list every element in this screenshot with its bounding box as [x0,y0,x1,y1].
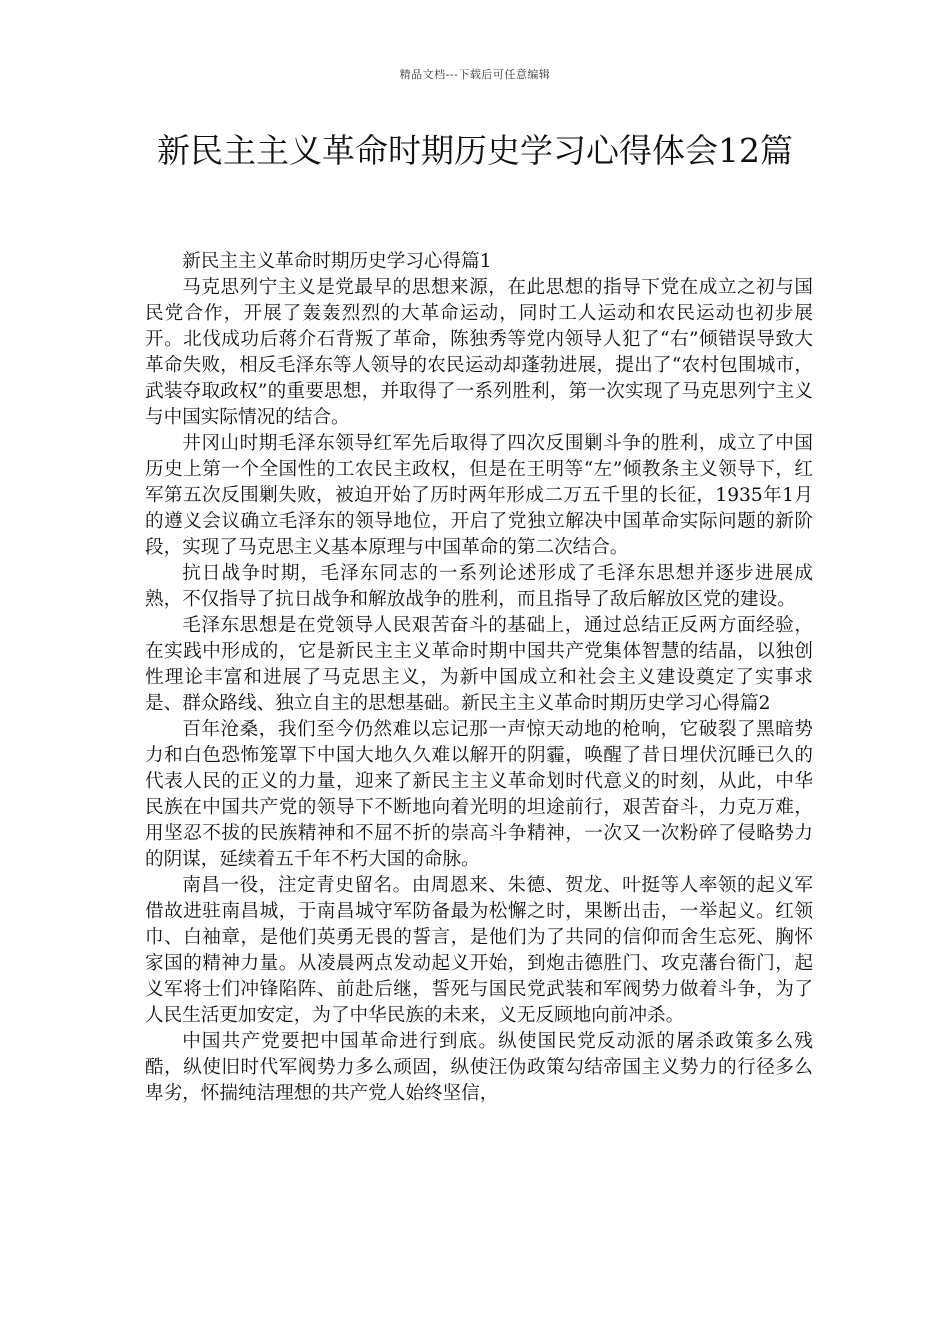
body-paragraph: 百年沧桑，我们至今仍然难以忘记那一声惊天动地的枪响，它破裂了黑暗势力和白色恐怖笼罩下中国大地久久难以解开的阴霾，唤醒了昔日埋伏沉睡已久的代表人民的正义的力量，迎来了新民主主义革命划时代意义的时刻，从此，中华民族在中国共产党的领导下不断地向着光明的坦途前行，艰苦奋斗，力克万难，用坚忍不拔的民族精神和不屈不折的崇高斗争精神，一次又一次粉碎了侵略势力的阴谋，延续着五千年不朽大国的命脉。 [145,719,813,870]
body-paragraph: 抗日战争时期，毛泽东同志的一系列论述形成了毛泽东思想并逐步进展成熟，不仅指导了抗日战争和解放战争的胜利，而且指导了敌后解放区党的建设。 [145,563,813,610]
document-body [145,249,813,1107]
body-paragraph: 中国共产党要把中国革命进行到底。纵使国民党反动派的屠杀政策多么残酷，纵使旧时代军阀势力多么顽固，纵使汪伪政策勾结帝国主义势力的行径多么卑劣，怀揣纯洁理想的共产党人始终坚信， [145,1031,813,1104]
section-heading-1: 新民主主义革命时期历史学习心得篇1 [182,251,492,272]
body-paragraph: 毛泽东思想是在党领导人民艰苦奋斗的基础上，通过总结正反两方面经验，在实践中形成的，它是新民主主义革命时期中国共产党集体智慧的结晶，以独创性理论丰富和进展了马克思主义，为新中国成立和社会主义建设奠定了实事求是、群众路线、独立自主的思想基础。新民主主义革命时期历史学习心得篇2 [145,615,813,714]
body-paragraph: 马克思列宁主义是党最早的思想来源，在此思想的指导下党在成立之初与国民党合作，开展了轰轰烈烈的大革命运动，同时工人运动和农民运动也初步展开。北伐成功后蒋介石背叛了革命，陈独秀等党内领导人犯了“右”倾错误导致大革命失败，相反毛泽东等人领导的农民运动却蓬勃进展，提出了“农村包围城市，武装夺取政权”的重要思想，并取得了一系列胜利，第一次实现了马克思列宁主义与中国实际情况的结合。 [145,277,813,428]
body-paragraph: 南昌一役，注定青史留名。由周恩来、朱德、贺龙、叶挺等人率领的起义军借故进驻南昌城，于南昌城守军防备最为松懈之时，果断出击，一举起义。红领巾、白袖章，是他们英勇无畏的誓言，是他们为了共同的信仰而舍生忘死、胸怀家国的精神力量。从凌晨两点发动起义开始，到炮击德胜门、攻克藩台衙门，起义军将士们冲锋陷阵、前赴后继，誓死与国民党武装和军阀势力做着斗争，为了人民生活更加安定，为了中华民族的未来，义无反顾地向前冲杀。 [145,875,813,1026]
header-note: 精品文档---下载后可任意编辑 [399,68,551,81]
document-title: 新民主主义革命时期历史学习心得体会12篇 [157,131,793,170]
body-paragraph: 井冈山时期毛泽东领导红军先后取得了四次反围剿斗争的胜利，成立了中国历史上第一个全国性的工农民主政权，但是在王明等“左”倾教条主义领导下，红军第五次反围剿失败，被迫开始了历时两年形成二万五千里的长征，1935年1月的遵义会议确立毛泽东的领导地位，开启了党独立解决中国革命实际问题的新阶段，实现了马克思主义基本原理与中国革命的第二次结合。 [145,433,813,558]
